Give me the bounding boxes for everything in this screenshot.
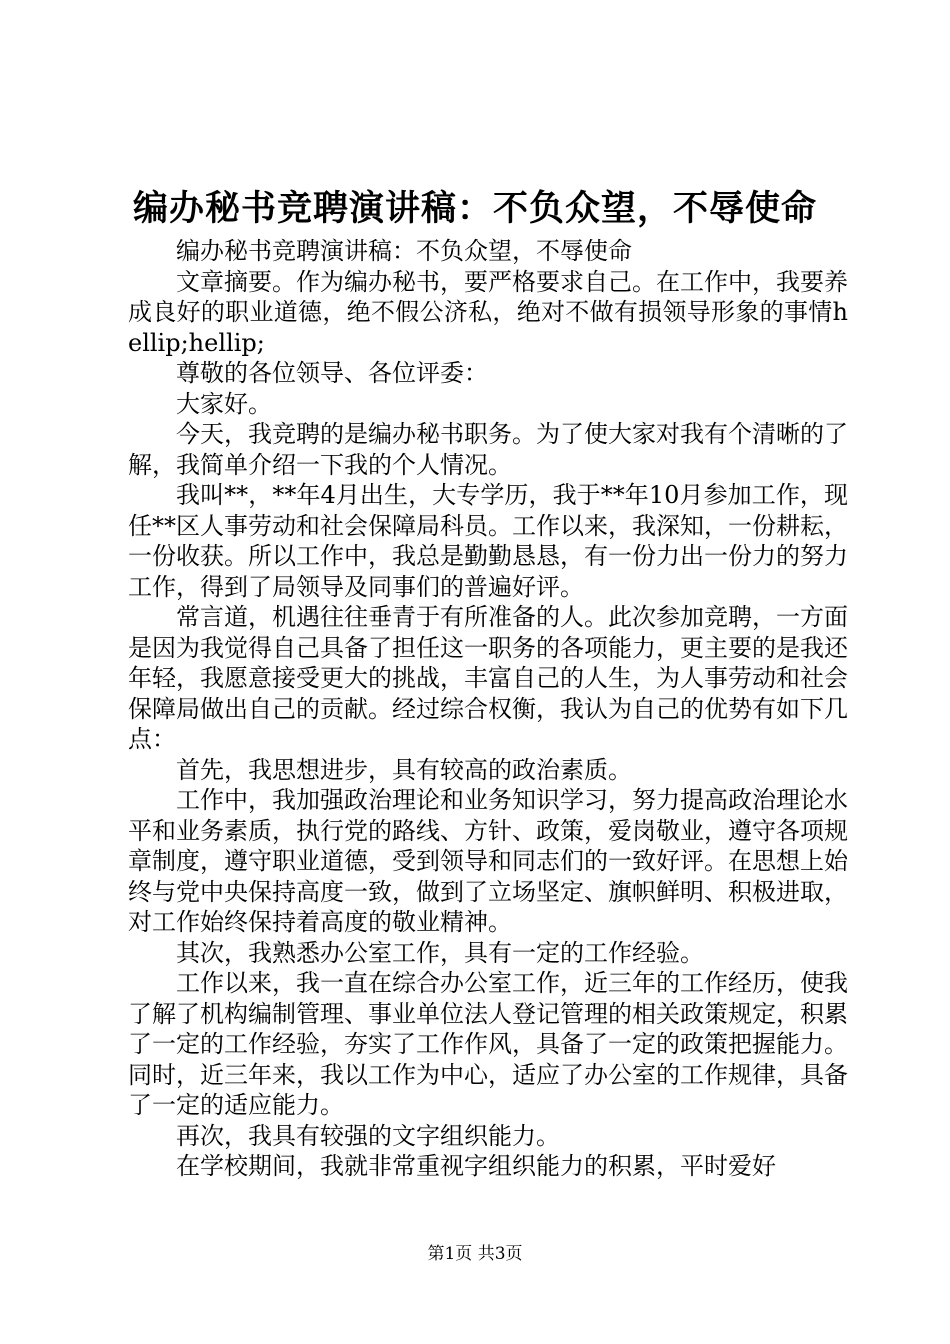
- paragraph-subtitle: 编办秘书竞聘演讲稿：不负众望，不辱使命: [176, 237, 632, 265]
- paragraph-personal-info: 我叫**，**年4月出生，大专学历，我于**年10月参加工作，现任**区人事劳动和社会保障局科员。工作以来，我深知，一份耕耘，一份收获。所以工作中，我总是勤勤恳恳，有一份力出一份力的努力工作，得到了局领导及同事们的普遍好评。: [128, 481, 848, 601]
- paragraph-point-three: 再次，我具有较强的文字组织能力。: [176, 1121, 560, 1150]
- document-title: 编办秘书竞聘演讲稿：不负众望，不辱使命: [132, 188, 817, 229]
- paragraph-point-one: 首先，我思想进步，具有较高的政治素质。: [176, 755, 632, 784]
- paragraph-point-two-detail: 工作以来，我一直在综合办公室工作，近三年的工作经历，使我了解了机构编制管理、事业单位法人登记管理的相关政策规定，积累了一定的工作经验，夯实了工作作风，具备了一定的政策把握能力。同时，近三年来，我以工作为中心，适应了办公室的工作规律，具备了一定的适应能力。: [128, 969, 848, 1119]
- paragraph-motivation: 常言道，机遇往往垂青于有所准备的人。此次参加竞聘，一方面是因为我觉得自己具备了担任这一职务的各项能力，更主要的是我还年轻，我愿意接受更大的挑战，丰富自己的人生，为人事劳动和社会保障局做出自己的贡献。经过综合权衡，我认为自己的优势有如下几点：: [128, 603, 848, 753]
- paragraph-abstract: 文章摘要。作为编办秘书，要严格要求自己。在工作中，我要养成良好的职业道德，绝不假公济私，绝对不做有损领导形象的事情hellip;hellip;: [128, 267, 848, 357]
- paragraph-point-three-detail: 在学校期间，我就非常重视字组织能力的积累，平时爱好: [176, 1152, 776, 1180]
- document-body: [128, 236, 848, 1182]
- paragraph-point-one-detail: 工作中，我加强政治理论和业务知识学习，努力提高政治理论水平和业务素质，执行党的路线、方针、政策，爱岗敬业，遵守各项规章制度，遵守职业道德，受到领导和同志们的一致好评。在思想上始终与党中央保持高度一致，做到了立场坚定、旗帜鲜明、积极进取，对工作始终保持着高度的敬业精神。: [128, 786, 848, 936]
- page-number-footer: 第1页 共3页: [427, 1244, 523, 1264]
- paragraph-intro: 今天，我竞聘的是编办秘书职务。为了使大家对我有个清晰的了解，我简单介绍一下我的个人情况。: [128, 420, 848, 479]
- paragraph-salutation: 尊敬的各位领导、各位评委：: [176, 359, 488, 387]
- paragraph-point-two: 其次，我熟悉办公室工作，具有一定的工作经验。: [176, 938, 704, 967]
- paragraph-greeting: 大家好。: [176, 389, 272, 418]
